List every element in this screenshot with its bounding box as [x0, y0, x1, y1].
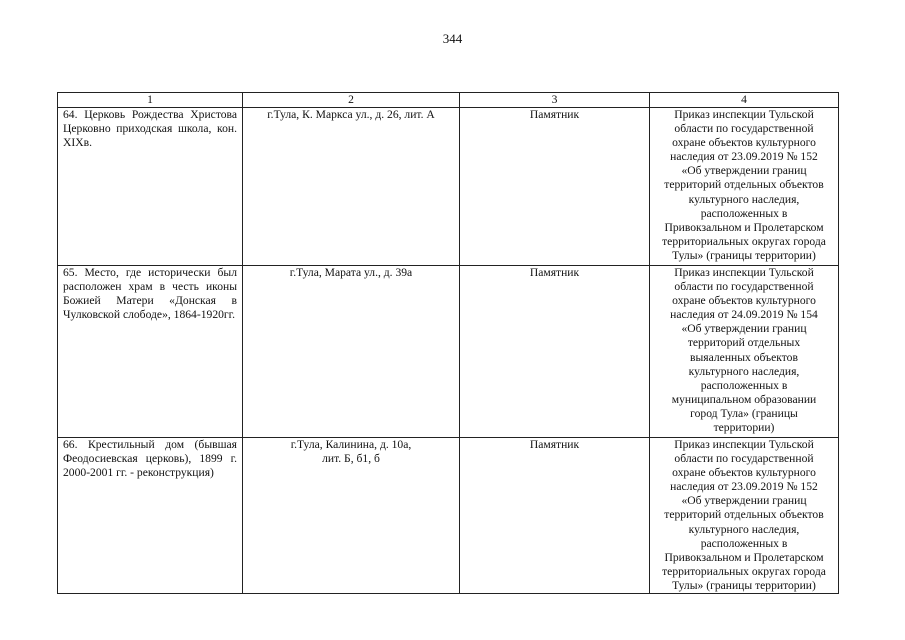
- column-header-2: 2: [243, 93, 460, 108]
- address-cell: [243, 266, 460, 438]
- document-line: территории): [713, 421, 775, 435]
- column-header-3: 3: [460, 93, 650, 108]
- table-row: [58, 438, 839, 594]
- object-name-cell: [58, 266, 243, 438]
- address-line: лит. Б, б1, б: [322, 452, 380, 466]
- document-line: охране объектов культурного: [672, 136, 816, 150]
- document-line: территорий отдельных объектов: [664, 178, 824, 192]
- document-line: «Об утверждении границ: [681, 494, 807, 508]
- document-line: расположенных в: [700, 378, 788, 392]
- document-cell: [650, 266, 839, 438]
- address-cell: [243, 438, 460, 594]
- category-cell: Памятник: [460, 108, 650, 266]
- document-line: Тулы» (границы территории): [672, 248, 816, 262]
- document-line: наследия от 23.09.2019 № 152: [670, 150, 818, 164]
- document-cell: [650, 438, 839, 594]
- column-header-1: 1: [58, 93, 243, 108]
- document-line: территориальных округах города: [662, 564, 826, 578]
- document-line: территорий отдельных: [687, 336, 801, 350]
- column-header-4: 4: [650, 93, 839, 108]
- object-name: 66. Крестильный дом (бывшая Феодосиевская церковь), 1899 г. 2000-2001 гг. - реконструкция): [63, 438, 237, 480]
- address-line: г.Тула, Марата ул., д. 39а: [289, 266, 413, 279]
- document-line: расположенных в: [700, 206, 788, 220]
- document-line: «Об утверждении границ: [681, 322, 807, 336]
- table-row: [58, 266, 839, 438]
- address-cell: [243, 108, 460, 266]
- object-name: 65. Место, где исторически был расположен храм в честь иконы Божией Матери «Донская в Чулковской слободе», 1864-1920гг.: [63, 266, 237, 322]
- document-line: город Тула» (границы: [690, 406, 798, 420]
- document-line: муниципальном образовании: [671, 392, 817, 406]
- object-name-cell: [58, 438, 243, 594]
- document-line: области по государственной: [674, 452, 814, 466]
- document-line: Привокзальном и Пролетарском: [664, 220, 824, 234]
- document-line: территорий отдельных объектов: [664, 508, 824, 522]
- object-name-cell: [58, 108, 243, 266]
- address-line: г.Тула, К. Маркса ул., д. 26, лит. А: [267, 108, 435, 121]
- document-line: Тулы» (границы территории): [672, 578, 816, 592]
- document-line: культурного наследия,: [688, 192, 800, 206]
- category-cell: Памятник: [460, 266, 650, 438]
- document-cell: [650, 108, 839, 266]
- page-number: 344: [442, 31, 463, 46]
- document-line: выяаленных объектов: [690, 350, 798, 364]
- heritage-register-table: [57, 92, 839, 594]
- document-line: наследия от 23.09.2019 № 152: [670, 480, 818, 494]
- document-line: культурного наследия,: [688, 522, 800, 536]
- table-row: [58, 108, 839, 266]
- document-line: расположенных в: [700, 536, 788, 550]
- document-line: области по государственной: [674, 280, 814, 294]
- category-cell: Памятник: [460, 438, 650, 594]
- document-line: охране объектов культурного: [672, 294, 816, 308]
- document-line: Приказ инспекции Тульской: [674, 438, 814, 451]
- document-line: «Об утверждении границ: [681, 164, 807, 178]
- document-line: территориальных округах города: [662, 234, 826, 248]
- table-header-row: [58, 93, 839, 108]
- document-line: наследия от 24.09.2019 № 154: [670, 308, 818, 322]
- document-line: Привокзальном и Пролетарском: [664, 550, 824, 564]
- document-line: культурного наследия,: [688, 364, 800, 378]
- document-line: Приказ инспекции Тульской: [674, 266, 814, 279]
- document-line: охране объектов культурного: [672, 466, 816, 480]
- document-line: Приказ инспекции Тульской: [674, 108, 814, 121]
- document-line: области по государственной: [674, 122, 814, 136]
- address-line: г.Тула, Калинина, д. 10а,: [290, 438, 412, 451]
- object-name: 64. Церковь Рождества Христова Церковно приходская школа, кон. XIXв.: [63, 108, 237, 150]
